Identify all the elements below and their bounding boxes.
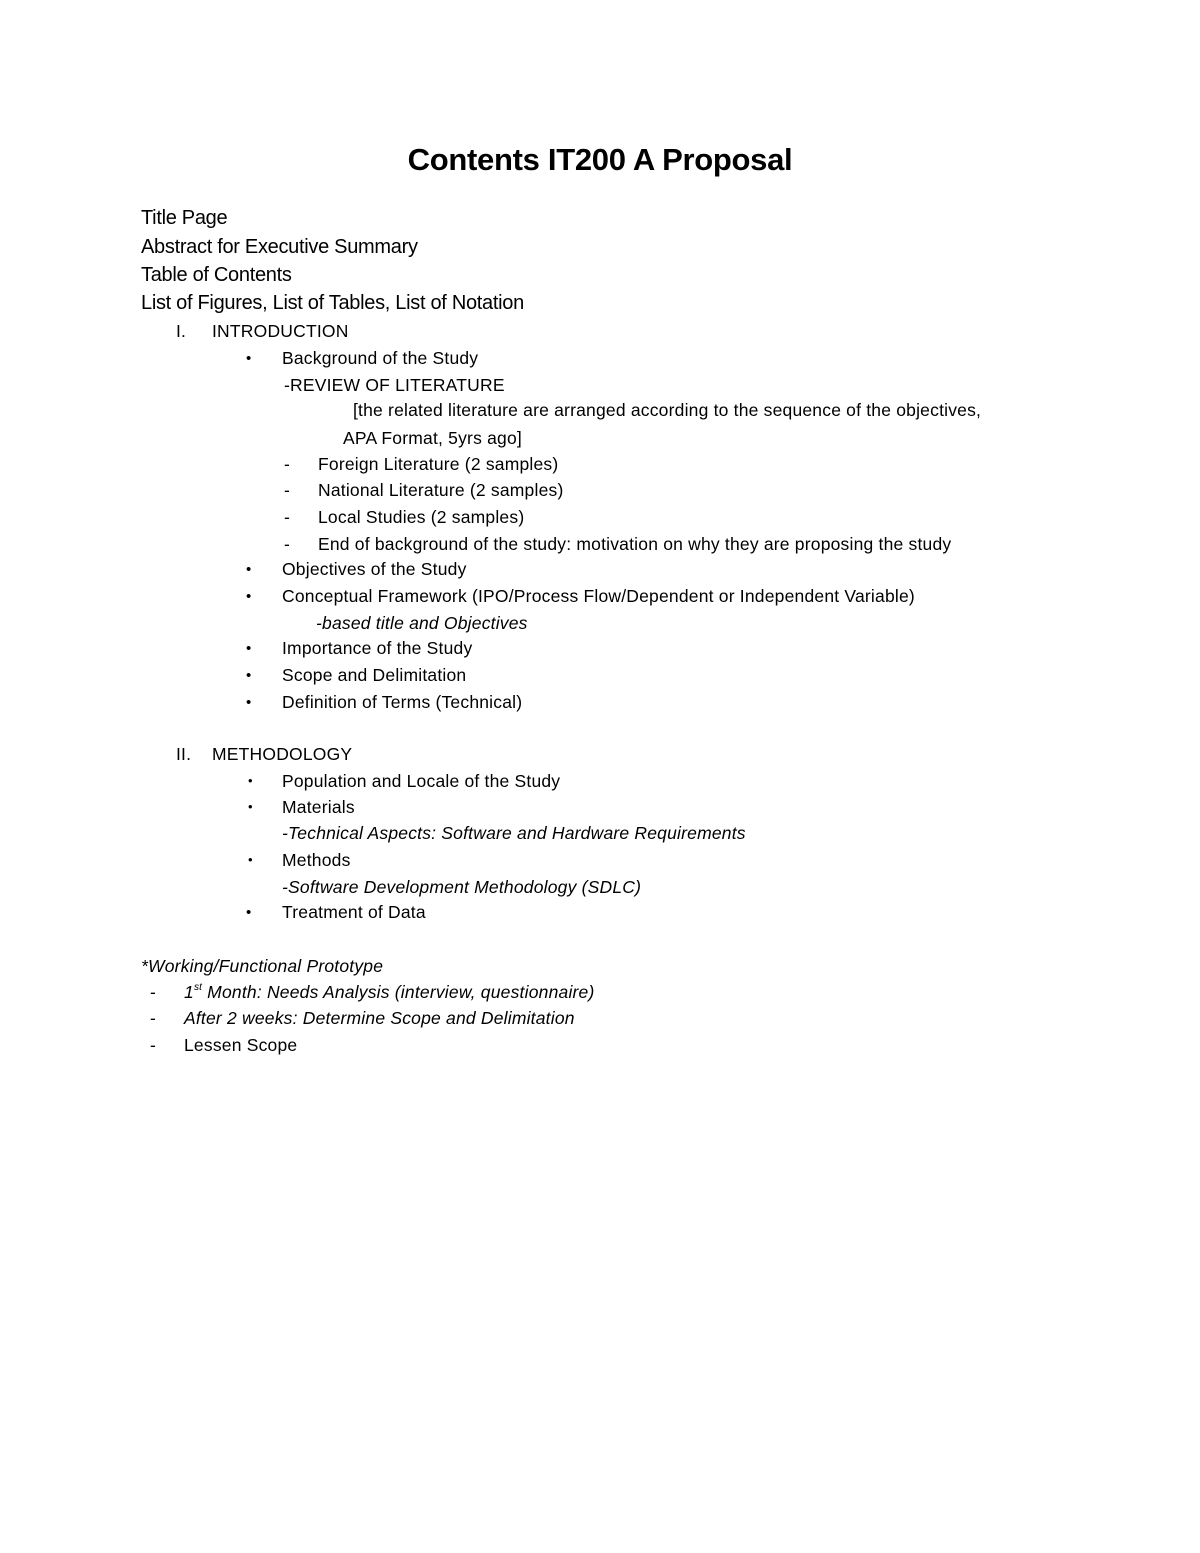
- outline-dash-item: Local Studies (2 samples): [318, 507, 525, 527]
- document-title: Contents IT200 A Proposal: [407, 142, 793, 177]
- dash-glyph: -: [150, 1035, 157, 1055]
- dash-glyph: -: [284, 454, 291, 474]
- bullet-icon: •: [248, 852, 253, 867]
- outline-note: -based title and Objectives: [316, 613, 528, 633]
- prototype-item-ordinal: st: [193, 982, 203, 994]
- outline-item: Methods: [282, 850, 351, 870]
- dash-glyph: -: [284, 507, 291, 527]
- outline-dash-item: National Literature (2 samples): [318, 480, 564, 500]
- prototype-heading: *Working/Functional Prototype: [141, 956, 384, 976]
- outline-note: APA Format, 5yrs ago]: [343, 428, 522, 448]
- section-heading: METHODOLOGY: [212, 744, 353, 764]
- bullet-icon: •: [246, 588, 252, 605]
- outline-note: [the related literature are arranged according to the sequence of the objectives,: [353, 400, 982, 420]
- section-numeral: I.: [176, 321, 187, 341]
- front-matter-item: Abstract for Executive Summary: [141, 236, 418, 258]
- outline-item: Importance of the Study: [282, 638, 473, 658]
- outline-item: Conceptual Framework (IPO/Process Flow/Dependent or Independent Variable): [282, 586, 915, 606]
- prototype-item: Lessen Scope: [184, 1035, 298, 1055]
- outline-item: Treatment of Data: [282, 902, 426, 922]
- outline-item: Population and Locale of the Study: [282, 771, 561, 791]
- section-numeral: II.: [176, 744, 192, 764]
- bullet-icon: •: [246, 694, 252, 711]
- prototype-item: After 2 weeks: Determine Scope and Delimitation: [184, 1008, 575, 1028]
- dash-glyph: -: [284, 534, 291, 554]
- bullet-icon: •: [246, 561, 252, 578]
- bullet-icon: •: [246, 667, 252, 684]
- bullet-icon: •: [246, 904, 252, 921]
- front-matter-item: Title Page: [141, 207, 228, 229]
- outline-item: Definition of Terms (Technical): [282, 692, 523, 712]
- bullet-icon: •: [246, 640, 252, 657]
- bullet-icon: •: [248, 773, 253, 788]
- front-matter-item: List of Figures, List of Tables, List of Notation: [141, 292, 524, 314]
- outline-note: -Technical Aspects: Software and Hardware Requirements: [282, 823, 746, 843]
- dash-glyph: -: [150, 1008, 157, 1028]
- outline-dash-item: Foreign Literature (2 samples): [318, 454, 559, 474]
- outline-item: Objectives of the Study: [282, 559, 467, 579]
- section-heading: INTRODUCTION: [212, 321, 349, 341]
- outline-subheading: -REVIEW OF LITERATURE: [284, 375, 505, 395]
- bullet-icon: •: [248, 799, 253, 814]
- dash-glyph: -: [284, 480, 291, 500]
- bullet-icon: •: [246, 350, 252, 367]
- outline-item: Background of the Study: [282, 348, 479, 368]
- prototype-item-lead: 1: [184, 982, 194, 1002]
- outline-item: Scope and Delimitation: [282, 665, 467, 685]
- outline-note: -Software Development Methodology (SDLC): [282, 877, 642, 897]
- prototype-item-text: Month: Needs Analysis (interview, questionnaire): [202, 982, 595, 1002]
- front-matter-item: Table of Contents: [141, 264, 292, 286]
- outline-dash-item: End of background of the study: motivation on why they are proposing the study: [318, 534, 952, 554]
- dash-glyph: -: [150, 982, 157, 1002]
- outline-item: Materials: [282, 797, 355, 817]
- prototype-item: [184, 984, 595, 1002]
